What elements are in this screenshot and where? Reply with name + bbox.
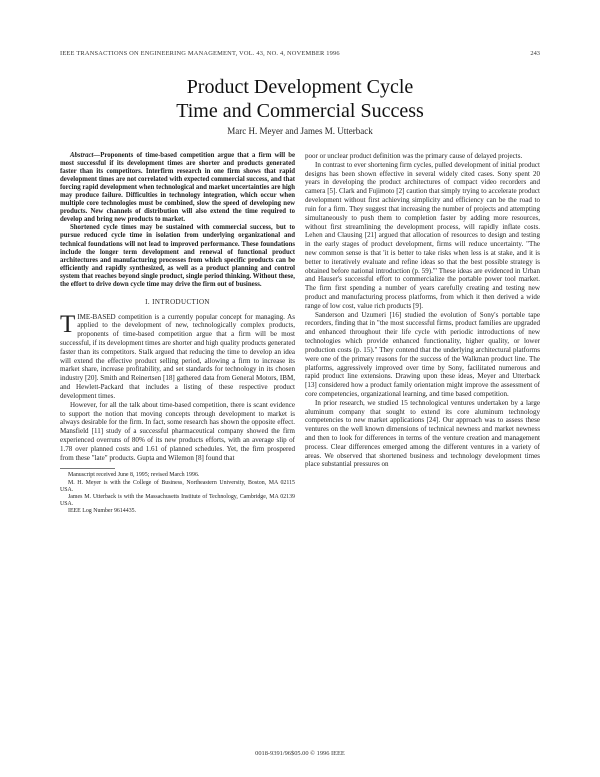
paper-title: [0, 75, 600, 123]
page-number: 243: [530, 50, 540, 57]
copyright-code: 0018-9391/96$05.00 © 1996 IEEE: [255, 750, 345, 757]
intro-paragraph-2: However, for all the talk about time-based competition, there is scant evidence to support the notion that moving concepts through development to market is always desirable for the firm. In fact, some research has shown the opposite effect. Mansfield [11] study of a successful pharmaceutical company showed the firm experienced overruns of 80% of its new products efforts, with an average slip of 1.78 over planned costs and 1.61 of planned schedules. Yet, the firm prospered from these "late" products. Gupta and Wilemon [8] found that: [60, 400, 295, 462]
running-head: IEEE TRANSACTIONS ON ENGINEERING MANAGEMENT, VOL. 43, NO. 4, NOVEMBER 1996: [60, 50, 340, 57]
right-paragraph-1: In contrast to ever shortening firm cycles, pulled development of initial product designs has been shown effective in several widely cited cases. Sony spent 20 years in developing the product architectures of compact video recorders and camera [5]. Clark and Fujimoto [2] caution that simply trying to accelerate product development without first achieving simplicity and efficiency can be the road to ruin for a firm. They suggest that increasing the number of projects and attempting simultaneously to push them to completion faster by adding more resources, without first streamlining the development process, will rapidly inflate costs. Lehen and Clausing [21] argued that allocation of resources to design and testing in the early stages of product development, firms will reduce uncertainty. "The new common sense is that 'it is better to take risks when less is at stake, and it is better to iteratively evaluate and refine ideas so that the best possible strategy is obtained before national introduction (p. 59).'" These ideas are evidenced in Urban and Hauser's successful effort to commercialize the portable power tool market. The firm first spending a number of years carefully creating and testing new product and manufacturing process platforms, from which it then derived a wide range of low cost, value rich products [9].: [305, 160, 540, 310]
abstract-text-1: Proponents of time-based competition argue that a firm will be most successful if its development times are shorter and products generated faster than its competitors. Interfirm research in one firm shows that rapid development times are not correlated with expected commercial success, and that forcing rapid development when technological and market uncertainties are high may produce failure. Difficulties in technology integration, which occur when multiple core technologies must be combined, slow the speed of developing new products. New channels of distribution will also extend the time required to develop and bring new products to market.: [60, 152, 296, 224]
footnote-4: IEEE Log Number 9614435.: [68, 508, 137, 515]
right-paragraph-0: poor or unclear product definition was the primary cause of delayed projects.: [305, 152, 523, 160]
right-column: [305, 152, 540, 469]
intro-text-1: IME-BASED competition is a currently popular concept for managing. As applied to the development of new, technologically complex products, proponents of time-based competition argue that a firm will be most successful, if its development times are shorter and high quality products generated faster than its competitors. Stalk argued that reducing the time to develop an idea will extend the effective product selling period, allowing a firm to increase its market share, increase profitability, and set standards for technology in its chosen industry [20]. Smith and Reinertsen [18] gathered data from General Motors, IBM, and Hewlett-Packard that includes a listing of these respective product development times.: [60, 312, 295, 400]
title-line-1: Product Development Cycle: [186, 76, 414, 98]
right-paragraph-2: Sanderson and Uzumeri [16] studied the evolution of Sony's portable tape recorders, finding that in "the most successful firms, product families are upgraded and enhanced throughout their life cycle with periodic introductions of new technologies which provide enhanced functionality, higher quality, or lower production costs (p. 15)." They contend that the underlying architectural platforms were one of the primary reasons for the success of the Walkman product line. The platforms, aggressively improved over time by Sony, facilitated numerous and rapid product line extensions. Drawing upon these ideas, Meyer and Utterback [13] considered how a product family orientation might improve the assessment of core competencies, organizational learning, and time based competition.: [305, 310, 540, 398]
authors: Marc H. Meyer and James M. Utterback: [227, 126, 373, 136]
section-heading: I. INTRODUCTION: [145, 297, 210, 306]
title-line-2: Time and Commercial Success: [176, 100, 424, 122]
footnote-1: Manuscript received June 8, 1995; revised March 1996.: [68, 472, 200, 479]
abstract-paragraph-2: Shortened cycle times may be sustained with commercial success, but to pursue reduced cycle time in isolation from underlying organizational and technical foundations will not lead to improved performance. These foundations include the longer term development and renewal of functional product architectures and manufacturing processes from which specific products can be efficiently and rapidly synthesized, as well as a product planning and control system that reaches beyond single product, single period thinking. Without these, the effort to drive down cycle time may drive the firm out of business.: [60, 224, 295, 288]
footnotes: [60, 472, 295, 515]
footnote-2: M. H. Meyer is with the College of Business, Northeastern University, Boston, MA 02115 USA.: [60, 479, 295, 493]
abstract-lead: Abstract—: [70, 152, 101, 159]
intro-paragraph-1: [60, 310, 295, 401]
abstract: [60, 152, 295, 289]
footnote-divider: [60, 468, 115, 469]
right-paragraph-3: In prior research, we studied 15 technological ventures undertaken by a large aluminum company that sought to extend its core aluminum technology competencies to new market applications [24]. Our approach was to assess these ventures on the well known dimensions of technical newness and market newness and then to look for differences in terms of the venture creation and management process. Clear differences emerged among the different ventures in a variety of areas. We observed that shortened business and technology development times place substantial pressures on: [305, 398, 540, 469]
drop-cap: T: [60, 310, 76, 338]
abstract-paragraph-1: [60, 152, 295, 224]
left-column: [60, 152, 295, 516]
footnote-3: James M. Utterback is with the Massachusetts Institute of Technology, Cambridge, MA 02139 USA.: [60, 494, 295, 508]
